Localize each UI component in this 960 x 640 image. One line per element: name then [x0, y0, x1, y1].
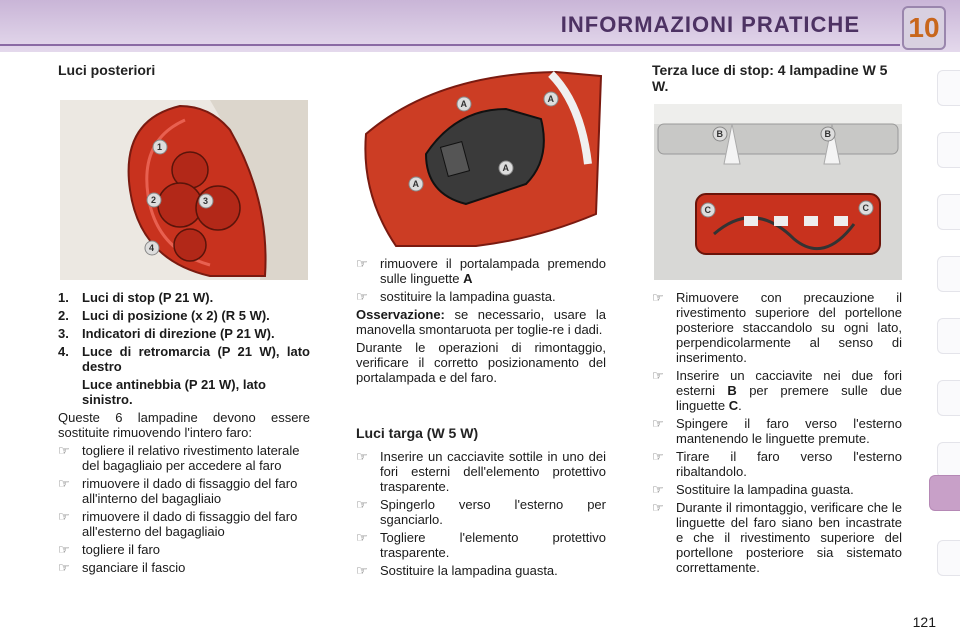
- list-item: ☞ sganciare il fascio: [58, 560, 186, 575]
- callout-3: [199, 194, 213, 208]
- column-1-text: [58, 290, 310, 578]
- section-heading-plate-lights: Luci targa (W 5 W): [356, 425, 479, 441]
- list-item: ☞ rimuovere il dado di fissaggio del faro all'interno del bagagliaio: [58, 476, 298, 506]
- side-tab[interactable]: [937, 318, 960, 354]
- observation-text: Osservazione: se necessario, usare la manovella smontaruota per toglie-re i dadi.: [356, 307, 606, 337]
- pointing-hand-icon: ☞: [58, 509, 70, 524]
- svg-text:A: A: [412, 179, 419, 189]
- header-rule: [0, 44, 900, 46]
- callout-a: [457, 97, 471, 111]
- list-item: ☞ Tirare il faro verso l'esterno ribaltandolo.: [652, 449, 902, 479]
- callout-a: [544, 92, 558, 106]
- column-2-text: [356, 256, 606, 388]
- pointing-hand-icon: ☞: [356, 530, 368, 545]
- rear-light-illustration: [60, 100, 308, 280]
- callout-b: [713, 127, 727, 141]
- list-item: ☞ Spingerlo verso l'esterno per sganciarlo.: [356, 497, 606, 527]
- third-brake-light-illustration: [654, 104, 902, 280]
- list-item: ☞ togliere il relativo rivestimento laterale del bagagliaio per accedere al faro: [58, 443, 300, 473]
- pointing-hand-icon: ☞: [652, 500, 664, 515]
- list-item: ☞ Inserire un cacciavite sottile in uno dei fori esterni dell'elemento protettivo trasparente.: [356, 449, 606, 494]
- pointing-hand-icon: ☞: [356, 449, 368, 464]
- svg-text:B: B: [716, 129, 723, 139]
- list-item: ☞ Togliere l'elemento protettivo trasparente.: [356, 530, 606, 560]
- list-item: 2. Luci di posizione (x 2) (R 5 W).: [58, 308, 270, 323]
- pointing-hand-icon: ☞: [652, 290, 664, 305]
- intro-text: Queste 6 lampadine devono essere sostituite rimuovendo l'intero faro:: [58, 410, 310, 440]
- page-title: INFORMAZIONI PRATICHE: [560, 12, 860, 37]
- pointing-hand-icon: ☞: [356, 563, 368, 578]
- callout-2: [147, 193, 161, 207]
- pointing-hand-icon: ☞: [58, 560, 70, 575]
- pointing-hand-icon: ☞: [58, 443, 70, 458]
- side-tab-active[interactable]: [929, 475, 960, 511]
- third-brake-light-drawing: [654, 104, 902, 280]
- side-tab[interactable]: [937, 194, 960, 230]
- column-2-text-lower: [356, 449, 606, 581]
- svg-text:2: 2: [151, 195, 157, 205]
- pointing-hand-icon: ☞: [356, 256, 368, 271]
- section-heading-third-brake-light: Terza luce di stop: 4 lampadine W 5 W.: [652, 62, 888, 94]
- side-tabs: [930, 70, 960, 580]
- side-tab[interactable]: [937, 442, 960, 478]
- list-item: ☞ sostituire la lampadina guasta.: [356, 289, 556, 304]
- list-item: ☞ togliere il faro: [58, 542, 161, 557]
- rear-light-drawing: [60, 100, 308, 280]
- lamp-holder-illustration: [356, 64, 604, 248]
- reassembly-text: Durante le operazioni di rimontaggio, verificare il corretto posizionamento del portalampada e del faro.: [356, 340, 606, 385]
- list-item: ☞ Rimuovere con precauzione il rivestimento superiore del portellone posteriore staccandolo su ogni lato, perpendicolarmente al senso di inserimento.: [652, 290, 902, 365]
- pointing-hand-icon: ☞: [652, 416, 664, 431]
- list-item: ☞ Sostituire la lampadina guasta.: [356, 563, 558, 578]
- pointing-hand-icon: ☞: [356, 497, 368, 512]
- lamp-holder-drawing: [356, 64, 604, 248]
- svg-text:A: A: [547, 94, 554, 104]
- svg-text:3: 3: [203, 196, 209, 206]
- svg-text:C: C: [704, 205, 711, 215]
- list-item: 3. Indicatori di direzione (P 21 W).: [58, 326, 275, 341]
- callout-4: [145, 241, 159, 255]
- side-tab[interactable]: [937, 380, 960, 416]
- list-item: ☞ Durante il rimontaggio, verificare che le linguette del faro siano ben incastrate e che il rivestimento superiore del portellone posteriore sia sistemato correttamente.: [652, 500, 902, 575]
- list-item: ☞ rimuovere il portalampada premendo sulle linguette A: [356, 256, 606, 286]
- callout-c: [701, 203, 715, 217]
- pointing-hand-icon: ☞: [58, 476, 70, 491]
- pointing-hand-icon: ☞: [652, 449, 664, 464]
- side-tab[interactable]: [937, 132, 960, 168]
- callout-1: [153, 140, 167, 154]
- callout-b: [821, 127, 835, 141]
- side-tab[interactable]: [937, 256, 960, 292]
- svg-text:1: 1: [157, 142, 163, 152]
- column-3-text: [652, 290, 902, 578]
- svg-text:B: B: [824, 129, 831, 139]
- pointing-hand-icon: ☞: [652, 482, 664, 497]
- list-item: 4. Luce di retromarcia (P 21 W), lato destro: [58, 344, 310, 374]
- section-heading-rear-lights: Luci posteriori: [58, 62, 156, 78]
- page-header: [0, 0, 960, 52]
- svg-text:A: A: [460, 99, 467, 109]
- pointing-hand-icon: ☞: [58, 542, 70, 557]
- callout-a: [409, 177, 423, 191]
- side-tab[interactable]: [937, 540, 960, 576]
- side-tab[interactable]: [937, 70, 960, 106]
- list-item: 1. Luci di stop (P 21 W).: [58, 290, 214, 305]
- list-item: ☞ Sostituire la lampadina guasta.: [652, 482, 854, 497]
- list-item: ☞ rimuovere il dado di fissaggio del faro all'esterno del bagagliaio: [58, 509, 298, 539]
- callout-c: [859, 201, 873, 215]
- svg-text:C: C: [862, 203, 869, 213]
- pointing-hand-icon: ☞: [356, 289, 368, 304]
- callout-a: [499, 161, 513, 175]
- chapter-badge: 10: [902, 6, 946, 50]
- list-item: ☞ Spingere il faro verso l'esterno mantenendo le linguette premute.: [652, 416, 902, 446]
- svg-text:A: A: [502, 163, 509, 173]
- svg-text:4: 4: [149, 243, 155, 253]
- page-number: 121: [912, 614, 936, 630]
- pointing-hand-icon: ☞: [652, 368, 664, 383]
- list-item-extra: Luce antinebbia (P 21 W), lato sinistro.: [82, 377, 266, 407]
- list-item: ☞ Inserire un cacciavite nei due fori esterni B per premere sulle due linguette C.: [652, 368, 902, 413]
